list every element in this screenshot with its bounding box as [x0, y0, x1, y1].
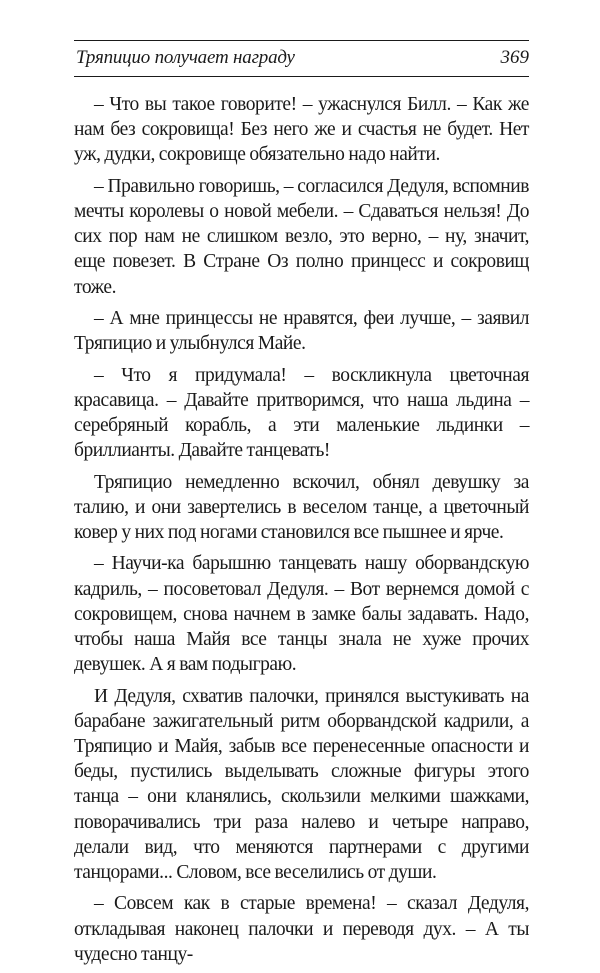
page-body — [74, 92, 529, 973]
paragraph: – Что я придумала! – воскликнула цветочная красавица. – Давайте притворимся, что наша льдина – серебряный корабль, а эти маленькие льдинки – бриллианты. Давайте танцевать! — [74, 364, 529, 462]
paragraph: – Научи-ка барышню танцевать нашу оборвандскую кадриль, – посоветовал Дедуля. – Вот вернемся домой с сокровищем, снова начнем в замке балы задавать. Надо, чтобы наша Майя все танцы знала не хуже прочих девушек. А я вам подыграю. — [74, 553, 529, 676]
paragraph: – Совсем как в старые времена! – сказал Дедуля, откладывая наконец палочки и переводя дух. – А ты чудесно танцу- — [74, 893, 529, 965]
page-number: 369 — [500, 47, 529, 68]
header-rule — [74, 76, 529, 77]
chapter-title: Тряпицио получает награду — [76, 47, 295, 68]
paragraph: Тряпицио немедленно вскочил, обнял девушку за талию, и они завертелись в веселом танце, а цветочный ковер у них под ногами становился все пышнее и ярче. — [74, 471, 529, 543]
book-page — [74, 0, 529, 965]
top-rule — [74, 40, 529, 41]
paragraph: – А мне принцессы не нравятся, феи лучше, – заявил Тряпицио и улыбнулся Майе. — [74, 308, 529, 355]
paragraph: И Дедуля, схватив палочки, принялся выстукивать на барабане зажигательный ритм оборвандской кадрили, а Тряпицио и Майя, забыв все перенесенные опасности и беды, пустились выделывать сложные фигуры этого танца – они кланялись, скользили мелкими шажками, поворачивались три раза налево и четыре направо, делали вид, что меняются партнерами с другими танцорами... Словом, все веселились от души. — [74, 685, 529, 884]
paragraph: – Что вы такое говорите! – ужаснулся Билл. – Как же нам без сокровища! Без него же и счастья не будет. Нет уж, дудки, сокровище обязательно надо найти. — [74, 94, 529, 166]
running-head — [74, 44, 529, 72]
paragraph: – Правильно говоришь, – согласился Дедуля, вспомнив мечты королевы о новой мебели. – Сдаваться нельзя! До сих пор нам не слишком везло, это верно, – ну, значит, еще повезет. В Стране Оз полно принцесс и сокровищ тоже. — [74, 175, 529, 298]
